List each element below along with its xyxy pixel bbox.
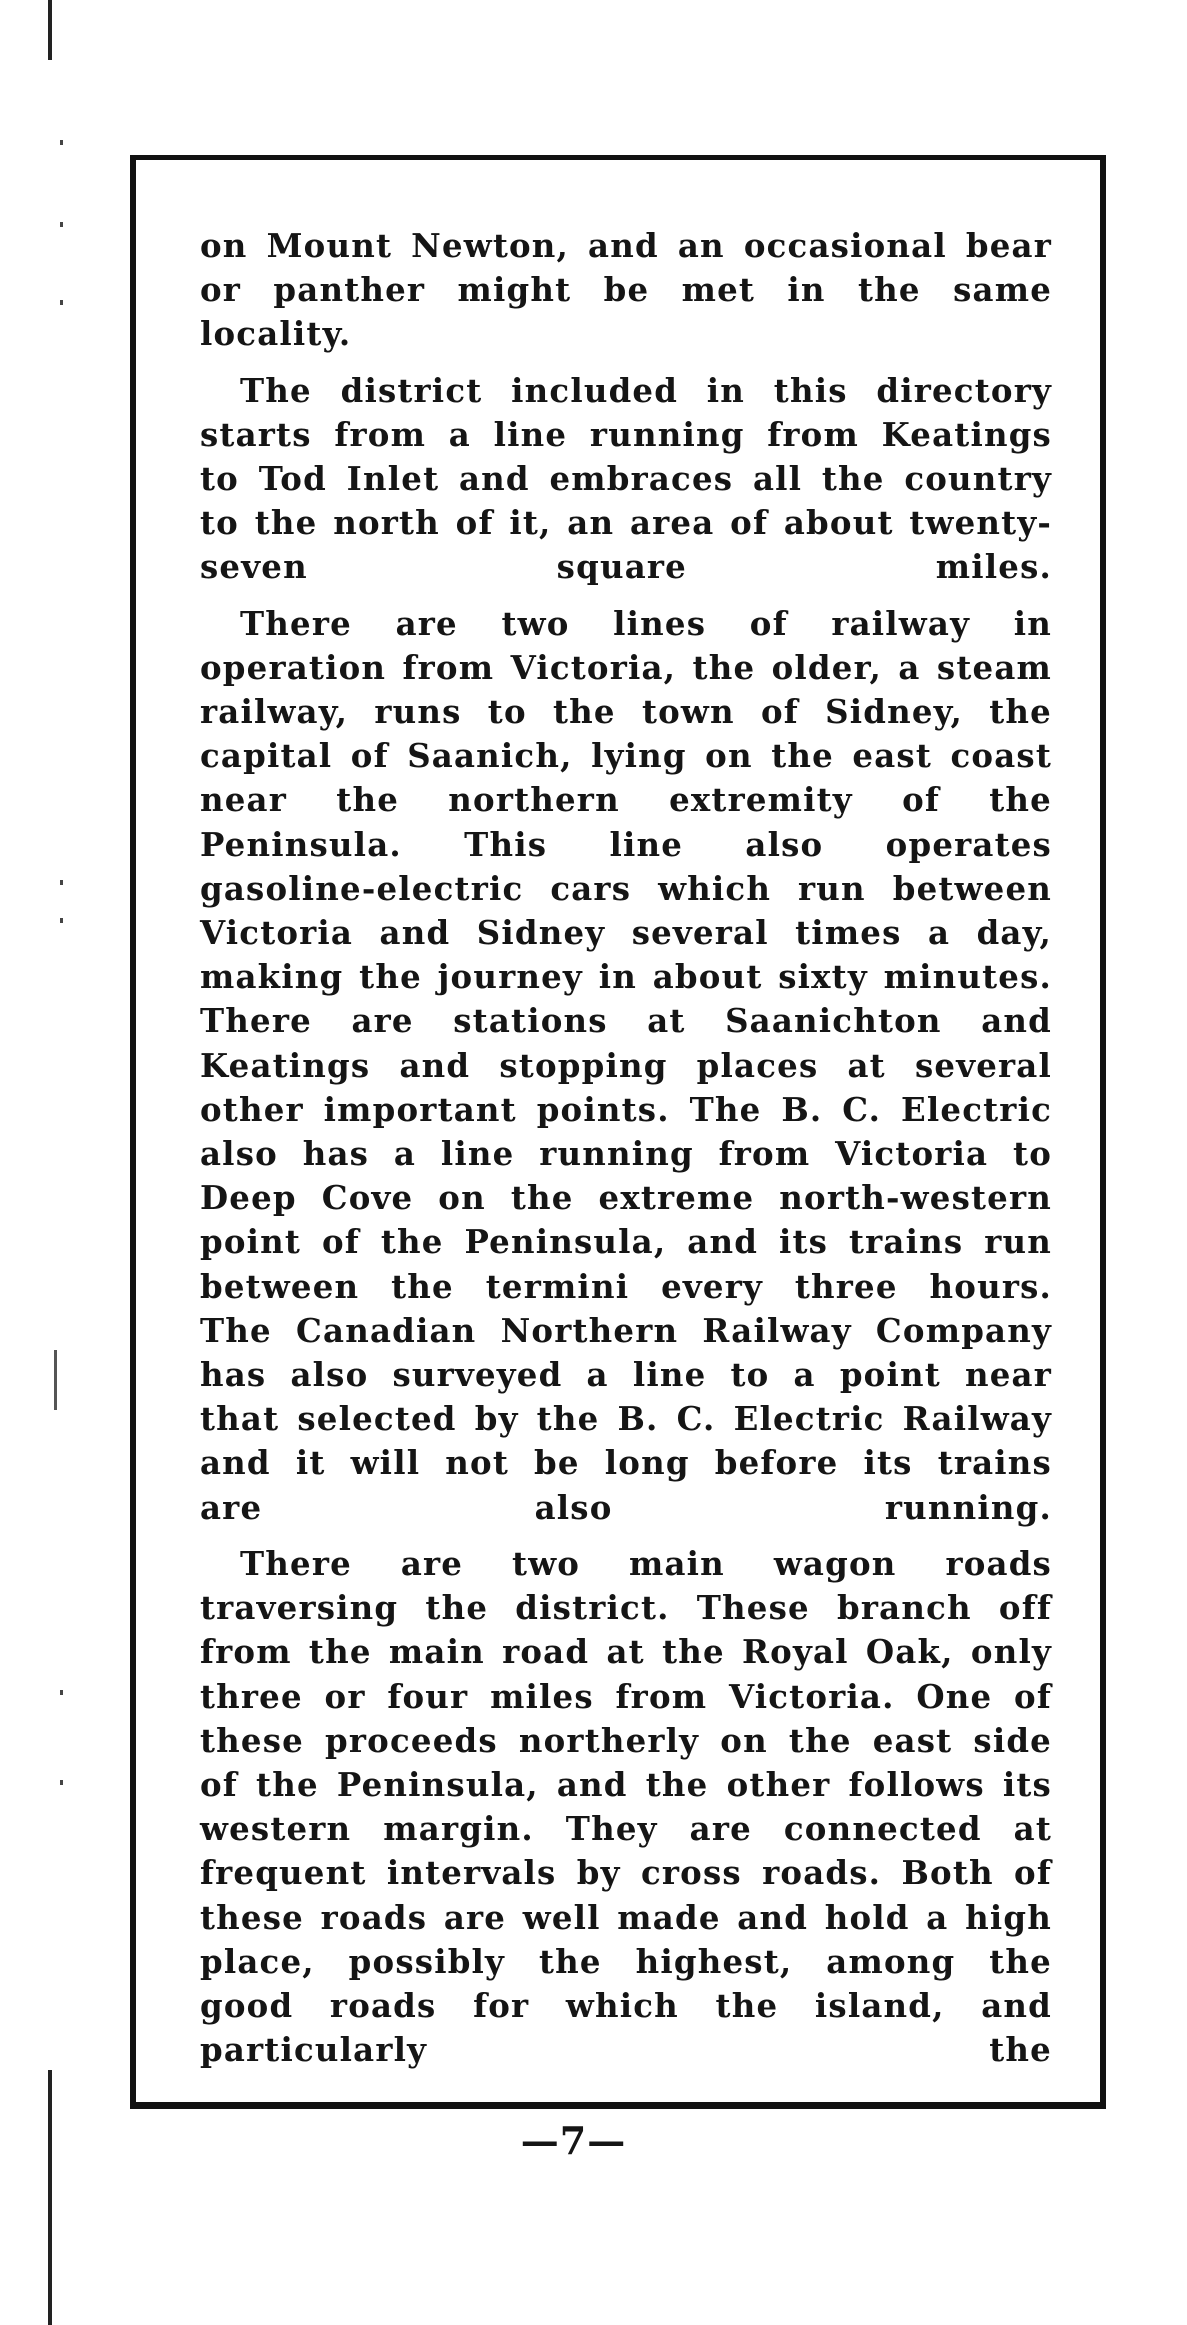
paragraph: on Mount Newton, and an occasional bear or panther might be met in the same locality.: [200, 227, 1052, 354]
scan-speck: [60, 140, 63, 145]
scan-speck: [60, 880, 63, 885]
scan-speck: [60, 918, 63, 923]
scan-edge-mark: [48, 0, 52, 60]
scan-edge-mark: [48, 2070, 52, 2325]
scan-speck: [60, 1690, 63, 1695]
paragraph: The district included in this directory starts from a line running from Keatings to Tod Inlet and embraces all the country to the north of it, an area of about twenty-seven square miles.: [200, 371, 1052, 587]
paragraph: There are two main wagon roads traversing the district. These branch off from the main road at the Royal Oak, only three or four miles from Victoria. One of these proceeds northerly on the east side of the Peninsula, and the other follows its western margin. They are connected at frequent intervals by cross roads. Both of these roads are well made and hold a high place, possibly the highest, among the good roads for which the island, and particularly the: [200, 1544, 1052, 2070]
scan-speck: [60, 300, 63, 305]
scan-speck: [60, 1780, 63, 1785]
page-number: —7—: [520, 2118, 627, 2163]
article-body: [200, 224, 1052, 2072]
scan-edge-mark: [54, 1350, 57, 1410]
page-border: [130, 155, 1106, 2109]
paragraph: There are two lines of railway in operation from Victoria, the older, a steam railway, runs to the town of Sidney, the capital of Saanich, lying on the east coast near the northern extremity of the Peninsula. This line also operates gasoline-electric cars which run between Victoria and Sidney several times a day, making the journey in about sixty minutes. There are stations at Saanichton and Keatings and stopping places at several other important points. The B. C. Electric also has a line running from Victoria to Deep Cove on the extreme north-western point of the Peninsula, and its trains run between the termini every three hours. The Canadian Northern Railway Company has also surveyed a line to a point near that selected by the B. C. Electric Railway and it will not be long before its trains are also running.: [200, 604, 1052, 1527]
scan-speck: [60, 222, 63, 227]
